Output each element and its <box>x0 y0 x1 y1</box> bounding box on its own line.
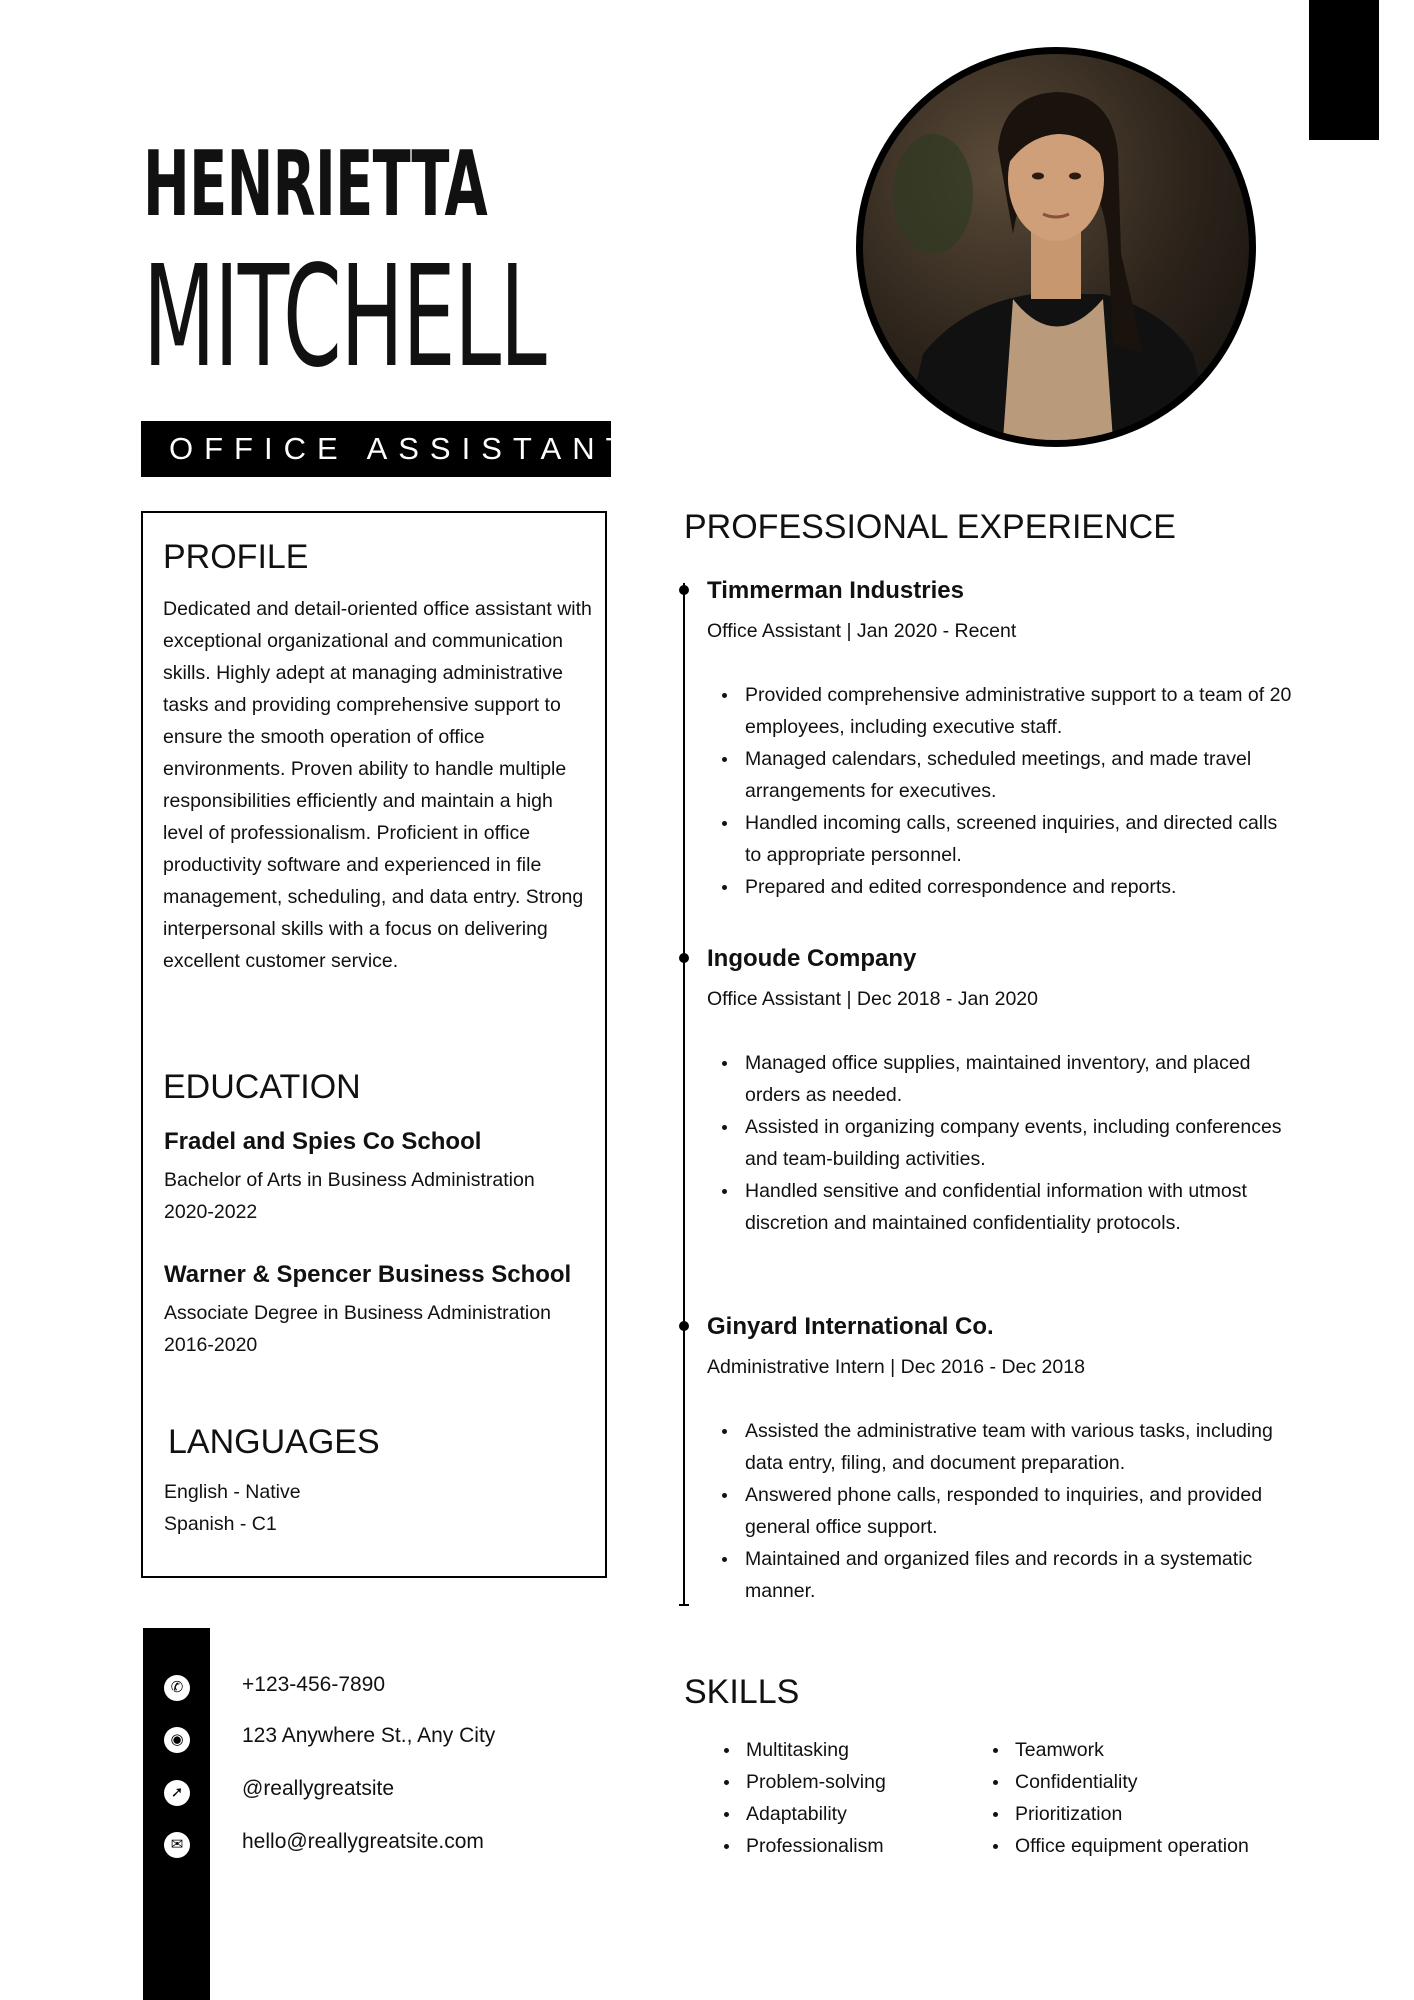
contact-website[interactable]: @reallygreatsite <box>242 1777 395 1800</box>
skill-item: Professionalism <box>708 1830 886 1862</box>
skill-item: Problem-solving <box>708 1766 886 1798</box>
first-name: HENRIETTA <box>143 132 488 237</box>
portrait-image <box>863 54 1249 440</box>
job-duties <box>707 1047 1297 1239</box>
language-item: Spanish - C1 <box>164 1513 277 1535</box>
job-duty: Handled incoming calls, screened inquiries, and directed calls to appropriate personnel. <box>707 807 1297 871</box>
job-duty: Assisted in organizing company events, including conferences and team-building activities. <box>707 1111 1297 1175</box>
education-school: Warner & Spencer Business School <box>164 1261 572 1288</box>
mail-icon: ✉ <box>164 1832 190 1858</box>
timeline-line <box>683 583 685 1605</box>
skill-item: Prioritization <box>977 1798 1249 1830</box>
timeline-dot <box>679 1321 689 1331</box>
job-title-banner: OFFICE ASSISTANT <box>141 421 611 477</box>
education-school: Fradel and Spies Co School <box>164 1128 482 1155</box>
job-duty: Handled sensitive and confidential information with utmost discretion and maintained confidentiality protocols. <box>707 1175 1297 1239</box>
job-duty: Prepared and edited correspondence and reports. <box>707 871 1297 903</box>
job-company: Timmerman Industries <box>707 577 964 604</box>
education-heading: EDUCATION <box>163 1068 361 1106</box>
skill-item: Multitasking <box>708 1734 886 1766</box>
skills-heading: SKILLS <box>684 1673 800 1711</box>
phone-icon: ✆ <box>164 1675 190 1701</box>
contact-email[interactable]: hello@reallygreatsite.com <box>242 1830 484 1853</box>
contact-address: 123 Anywhere St., Any City <box>242 1724 496 1747</box>
timeline-end-cap <box>679 1604 689 1606</box>
languages-heading: LANGUAGES <box>168 1423 380 1461</box>
job-duties <box>707 679 1297 903</box>
job-role-dates: Office Assistant | Jan 2020 - Recent <box>707 620 1017 642</box>
job-duty: Provided comprehensive administrative support to a team of 20 employees, including executive staff. <box>707 679 1297 743</box>
send-arrow-icon: ➚ <box>164 1780 190 1806</box>
experience-heading: PROFESSIONAL EXPERIENCE <box>684 508 1176 546</box>
job-duty: Managed office supplies, maintained inventory, and placed orders as needed. <box>707 1047 1297 1111</box>
timeline-dot <box>679 953 689 963</box>
job-duties <box>707 1415 1297 1607</box>
job-role-dates: Office Assistant | Dec 2018 - Jan 2020 <box>707 988 1038 1010</box>
timeline-dot <box>679 585 689 595</box>
education-degree: Associate Degree in Business Administration <box>164 1302 551 1324</box>
profile-photo <box>856 47 1256 447</box>
education-degree: Bachelor of Arts in Business Administration <box>164 1169 535 1191</box>
job-company: Ginyard International Co. <box>707 1313 994 1340</box>
profile-summary: Dedicated and detail-oriented office assistant with exceptional organizational and communication skills. Highly adept at managing administrative tasks and providing comprehensive support to ensure the smooth operation of office environments. Proven ability to handle multiple responsibilities efficiently and maintain a high level of professionalism. Proficient in office productivity software and experienced in file management, scheduling, and data entry. Strong interpersonal skills with a focus on delivering excellent customer service. <box>163 598 592 972</box>
job-role-dates: Administrative Intern | Dec 2016 - Dec 2018 <box>707 1356 1085 1378</box>
job-duty: Answered phone calls, responded to inquiries, and provided general office support. <box>707 1479 1297 1543</box>
skill-item: Teamwork <box>977 1734 1249 1766</box>
job-company: Ingoude Company <box>707 945 917 972</box>
language-item: English - Native <box>164 1481 301 1503</box>
skills-column <box>708 1734 886 1862</box>
education-years: 2016-2020 <box>164 1334 258 1356</box>
last-name: MITCHELL <box>143 236 546 399</box>
skills-column <box>977 1734 1249 1862</box>
location-pin-icon: ◉ <box>164 1727 190 1753</box>
corner-accent-bar <box>1309 0 1379 140</box>
job-duty: Managed calendars, scheduled meetings, and made travel arrangements for executives. <box>707 743 1297 807</box>
contact-phone[interactable]: +123-456-7890 <box>242 1673 386 1696</box>
education-years: 2020-2022 <box>164 1201 258 1223</box>
profile-heading: PROFILE <box>163 538 309 576</box>
skill-item: Office equipment operation <box>977 1830 1249 1862</box>
skill-item: Confidentiality <box>977 1766 1249 1798</box>
job-duty: Maintained and organized files and records in a systematic manner. <box>707 1543 1297 1607</box>
job-duty: Assisted the administrative team with various tasks, including data entry, filing, and document preparation. <box>707 1415 1297 1479</box>
skill-item: Adaptability <box>708 1798 886 1830</box>
